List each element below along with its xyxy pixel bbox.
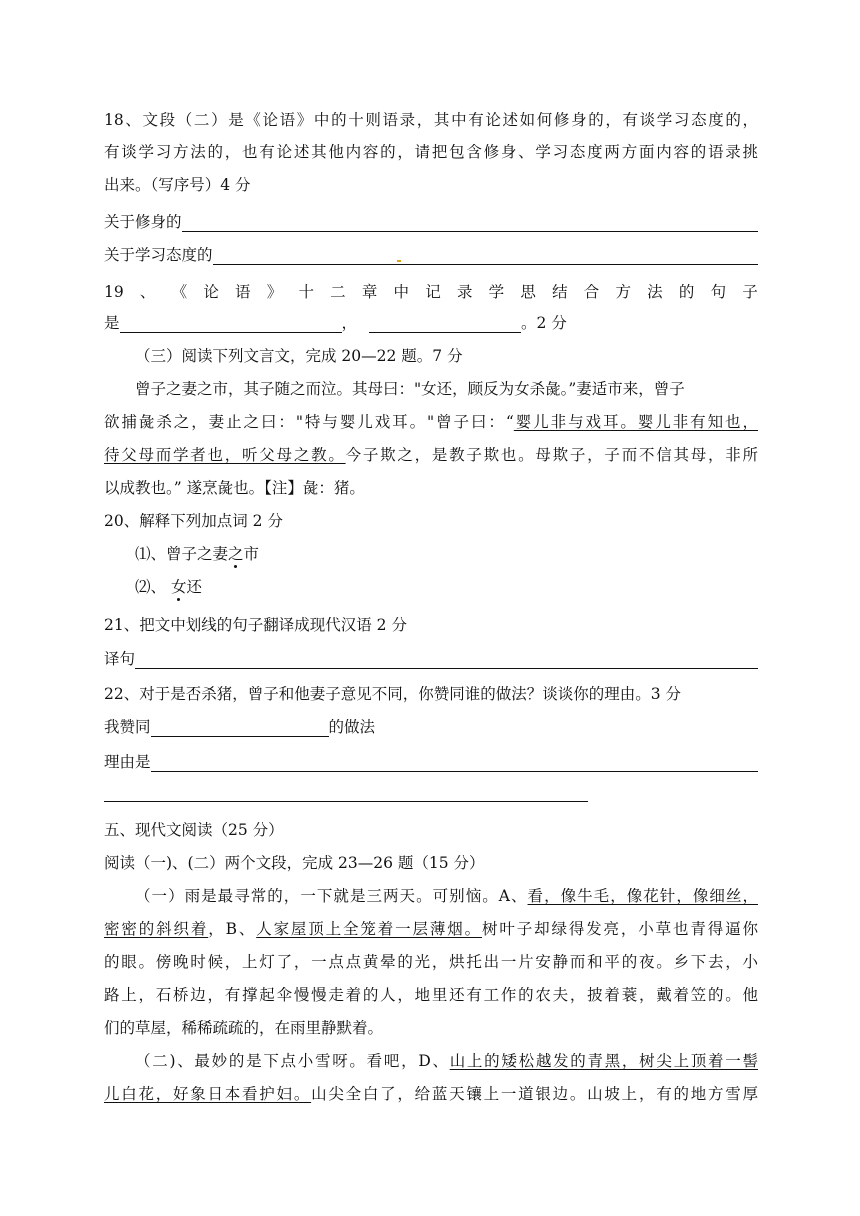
section5-passage-line-2 — [104, 919, 758, 939]
q22-heading: 22、对于是否杀猪，曾子和他妻子意见不同，你赞同谁的做法？谈谈你的理由。3 分 — [104, 685, 682, 703]
section3-text: 欲捕彘杀之，妻止之曰："特与婴儿戏耳。"曾子曰：“ — [104, 413, 514, 431]
q18-answer-1-blank[interactable] — [182, 214, 758, 232]
q20-item-1-text: 市 — [243, 545, 260, 563]
section3-passage-line-3 — [104, 445, 758, 465]
section3-passage-line-4: 以成教也。” 遂烹彘也。【注】彘：猪。 — [104, 479, 365, 497]
q22-reason-blank-line-2[interactable] — [104, 801, 588, 802]
q19-char: 结 — [552, 283, 568, 301]
q18-line-3: 出来。（写序号）4 分 — [104, 176, 251, 194]
q20-item-1-text: ⑴、曾子之妻 — [135, 545, 229, 563]
section3-text: 今子欺之，是教子欺也。母欺子，子而不信其母，非所 — [345, 446, 758, 464]
q19-char: 句 — [710, 283, 727, 301]
section5-text: （一）雨是最寻常的，一下就是三两天。可别恼。A、 — [135, 887, 528, 905]
q19-char: 中 — [393, 283, 410, 301]
q19-comma: ， — [341, 314, 358, 332]
q21-answer-label: 译句 — [104, 650, 136, 668]
section5-passage-line-7 — [104, 1084, 758, 1104]
q21-answer-blank[interactable] — [135, 651, 758, 669]
underlined-sentence: 婴儿非与戏耳。婴儿非有知也， — [513, 413, 758, 431]
q19-blank-1[interactable] — [120, 315, 342, 333]
q18-answer-2-blank[interactable] — [213, 247, 758, 265]
q22-answer-reason — [104, 752, 758, 772]
q20-heading: 20、解释下列加点词 2 分 — [104, 512, 283, 530]
q19-char: 《 — [171, 283, 188, 301]
section5-text: 树叶子却绿得发亮，小草也青得逼你 — [481, 920, 758, 938]
q22-reason-blank[interactable] — [151, 754, 758, 772]
stray-mark — [397, 260, 401, 262]
q22-choice-blank[interactable] — [151, 719, 329, 737]
section5-text: （二)、最妙的是下点小雪呀。看吧，D、 — [135, 1052, 450, 1070]
section5-heading: 五、现代文阅读（25 分） — [104, 821, 284, 839]
q19-char: 十 — [298, 283, 314, 301]
q22-answer-label: 我赞同 — [104, 718, 151, 736]
q18-line-2: 有谈学习方法的，也有论述其他内容的，请把包含修身、学习态度两方面内容的语录挑 — [104, 143, 758, 161]
section5-passage-line-3: 的眼。傍晚时候，上灯了，一点点黄晕的光，烘托出一片安静而和平的夜。乡下去，小 — [104, 953, 758, 971]
section5-text: 山尖全白了，给蓝天镶上一道银边。山坡上，有的地方雪厚 — [311, 1085, 758, 1103]
q19-char: 子 — [742, 283, 758, 301]
q19-label: 是 — [104, 314, 120, 332]
q19-char: 合 — [583, 283, 600, 301]
q19-char: 论 — [203, 283, 219, 301]
section3-passage-line-2 — [104, 412, 758, 432]
q18-answer-1-label: 关于修身的 — [104, 213, 182, 231]
q19-char: 记 — [425, 283, 441, 301]
q19-char: 学 — [488, 283, 505, 301]
q18-answer-self-cultivation — [104, 212, 758, 232]
q19-line-2 — [104, 313, 758, 333]
q18-answer-learning-attitude — [104, 245, 758, 265]
q19-line-1 — [104, 282, 758, 302]
q19-score: 。2 分 — [521, 314, 567, 332]
section5-text: ，B、 — [208, 920, 257, 938]
q19-char: 录 — [456, 283, 473, 301]
section3-heading: （三）阅读下列文言文，完成 20—22 题。7 分 — [135, 347, 463, 365]
q22-reason-label: 理由是 — [104, 753, 151, 771]
q22-answer-choice — [104, 717, 758, 737]
q19-char: 语 — [235, 283, 251, 301]
q18-line-1: 18、文段（二）是《论语》中的十则语录，其中有论述如何修身的，有谈学习态度的， — [104, 111, 758, 129]
section5-passage-line-4: 路上，石桥边，有撑起伞慢慢走着的人，地里还有工作的农夫，披着蓑，戴着笠的。他 — [104, 986, 758, 1004]
q19-char: 方 — [615, 283, 631, 301]
underlined-sentence: 儿白花，好象日本看护妇。 — [104, 1085, 312, 1103]
q21-heading: 21、把文中划线的句子翻译成现代汉语 2 分 — [104, 616, 407, 634]
q18-answer-2-label: 关于学习态度的 — [104, 246, 213, 264]
section3-passage-line-1: 曾子之妻之市，其子随之而泣。其母曰："女还，顾反为女杀彘。”妻适市来，曾子 — [135, 380, 685, 398]
q21-answer — [104, 649, 758, 669]
q20-item-2-text: ⑵、 — [135, 578, 171, 596]
dotted-word: 女 — [170, 578, 187, 596]
q19-char: 19 — [104, 283, 124, 301]
underlined-sentence: 看，像牛毛，像花针，像细丝， — [527, 887, 758, 905]
q19-char: 》 — [266, 283, 283, 301]
q22-answer-suffix: 的做法 — [328, 718, 376, 736]
q19-char: 思 — [520, 283, 536, 301]
q19-char: 二 — [330, 283, 346, 301]
section5-passage-line-6 — [104, 1051, 758, 1071]
underlined-sentence: 密密的斜织着 — [104, 920, 209, 938]
q19-char: 章 — [361, 283, 378, 301]
q20-item-2 — [104, 577, 758, 597]
q20-item-2-text: 还 — [186, 578, 202, 596]
underlined-sentence: 人家屋顶上全笼着一层薄烟。 — [256, 920, 482, 938]
section5-passage-line-5: 们的草屋，稀稀疏疏的，在雨里静默着。 — [104, 1019, 384, 1037]
q19-char: 、 — [139, 283, 156, 301]
q20-item-1 — [104, 544, 758, 564]
q19-blank-2[interactable] — [369, 315, 521, 333]
underlined-sentence: 山上的矮松越发的青黑，树尖上顶着一髻 — [449, 1052, 758, 1070]
section5-subheading: 阅读（一)、(二）两个文段，完成 23—26 题（15 分） — [104, 854, 485, 872]
q19-char: 法 — [647, 283, 663, 301]
dotted-word: 之 — [228, 545, 244, 563]
underlined-sentence: 待父母而学者也，听父母之教。 — [104, 446, 346, 464]
q19-char: 的 — [678, 283, 695, 301]
section5-passage-line-1 — [104, 886, 758, 906]
